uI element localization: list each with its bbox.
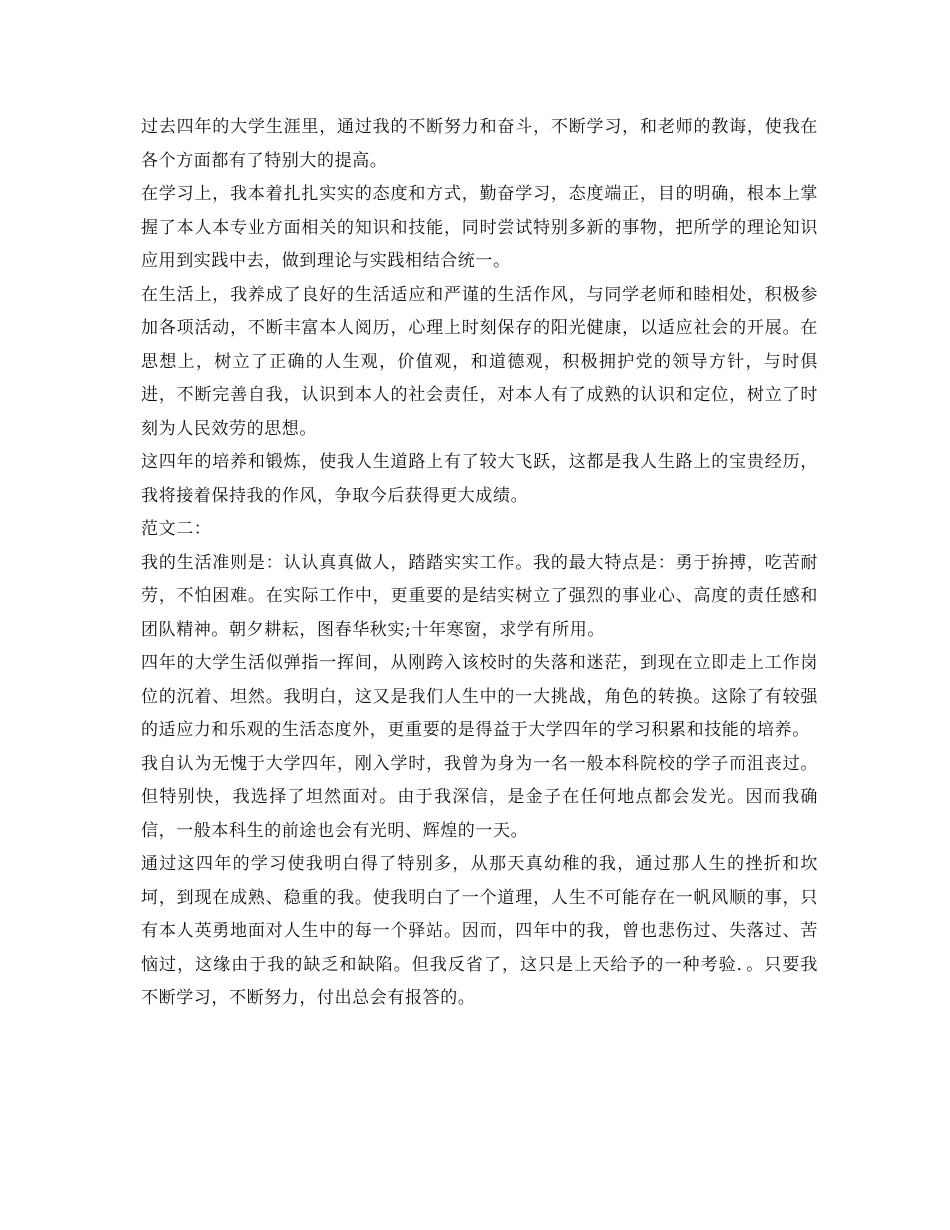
paragraph-life: 在生活上，我养成了良好的生活适应和严谨的生活作风，与同学老师和睦相处，积极参加各项活动，不断丰富本人阅历，心理上时刻保存的阳光健康，以适应社会的开展。在思想上，树立了正确的人生观，价值观，和道德观，积极拥护党的领导方针，与时俱进，不断完善自我，认识到本人的社会责任，对本人有了成熟的认识和定位，树立了时刻为人民效劳的思想。 [141, 284, 818, 439]
paragraph-university-life: 四年的大学生活似弹指一挥间，从刚跨入该校时的失落和迷茫，到现在立即走上工作岗位的沉着、坦然。我明白，这又是我们人生中的一大挑战，角色的转换。这除了有较强的适应力和乐观的生活态度外，更重要的是得益于大学四年的学习积累和技能的培养。 [141, 653, 818, 740]
paragraph-principles: 我的生活准则是：认认真真做人，踏踏实实工作。我的最大特点是：勇于拚搏，吃苦耐劳，不怕困难。在实际工作中，更重要的是结实树立了强烈的事业心、高度的责任感和团队精神。朝夕耕耘，图春华秋实;十年寒窗，求学有所用。 [141, 552, 818, 640]
paragraph-study: 在学习上，我本着扎扎实实的态度和方式，勤奋学习，态度端正，目的明确，根本上掌握了本人本专业方面相关的知识和技能，同时尝试特别多新的事物，把所学的理论知识应用到实践中去，做到理论与实践相结合统一。 [141, 184, 818, 271]
paragraph-summary: 这四年的培养和锻炼，使我人生道路上有了较大飞跃，这都是我人生路上的宝贵经历，我将接着保持我的作风，争取今后获得更大成绩。 [141, 452, 818, 506]
document-body [141, 111, 818, 1016]
paragraph-self-belief: 我自认为无愧于大学四年，刚入学时，我曾为身为一名一般本科院校的学子而沮丧过。但特别快，我选择了坦然面对。由于我深信，是金子在任何地点都会发光。因而我确信，一般本科生的前途也会有光明、辉煌的一天。 [141, 753, 818, 841]
paragraph-intro: 过去四年的大学生涯里，通过我的不断努力和奋斗，不断学习，和老师的教诲，使我在各个方面都有了特别大的提高。 [141, 117, 818, 171]
paragraph-reflection: 通过这四年的学习使我明白得了特别多，从那天真幼稚的我，通过那人生的挫折和坎坷，到现在成熟、稳重的我。使我明白了一个道理，人生不可能存在一帆风顺的事，只有本人英勇地面对人生中的每一个驿站。因而，四年中的我，曾也悲伤过、失落过、苦恼过，这缘由于我的缺乏和缺陷。但我反省了，这只是上天给予的一种考验．。只要我不断学习，不断努力，付出总会有报答的。 [141, 854, 818, 1008]
section-heading-sample-two: 范文二： [141, 519, 212, 539]
